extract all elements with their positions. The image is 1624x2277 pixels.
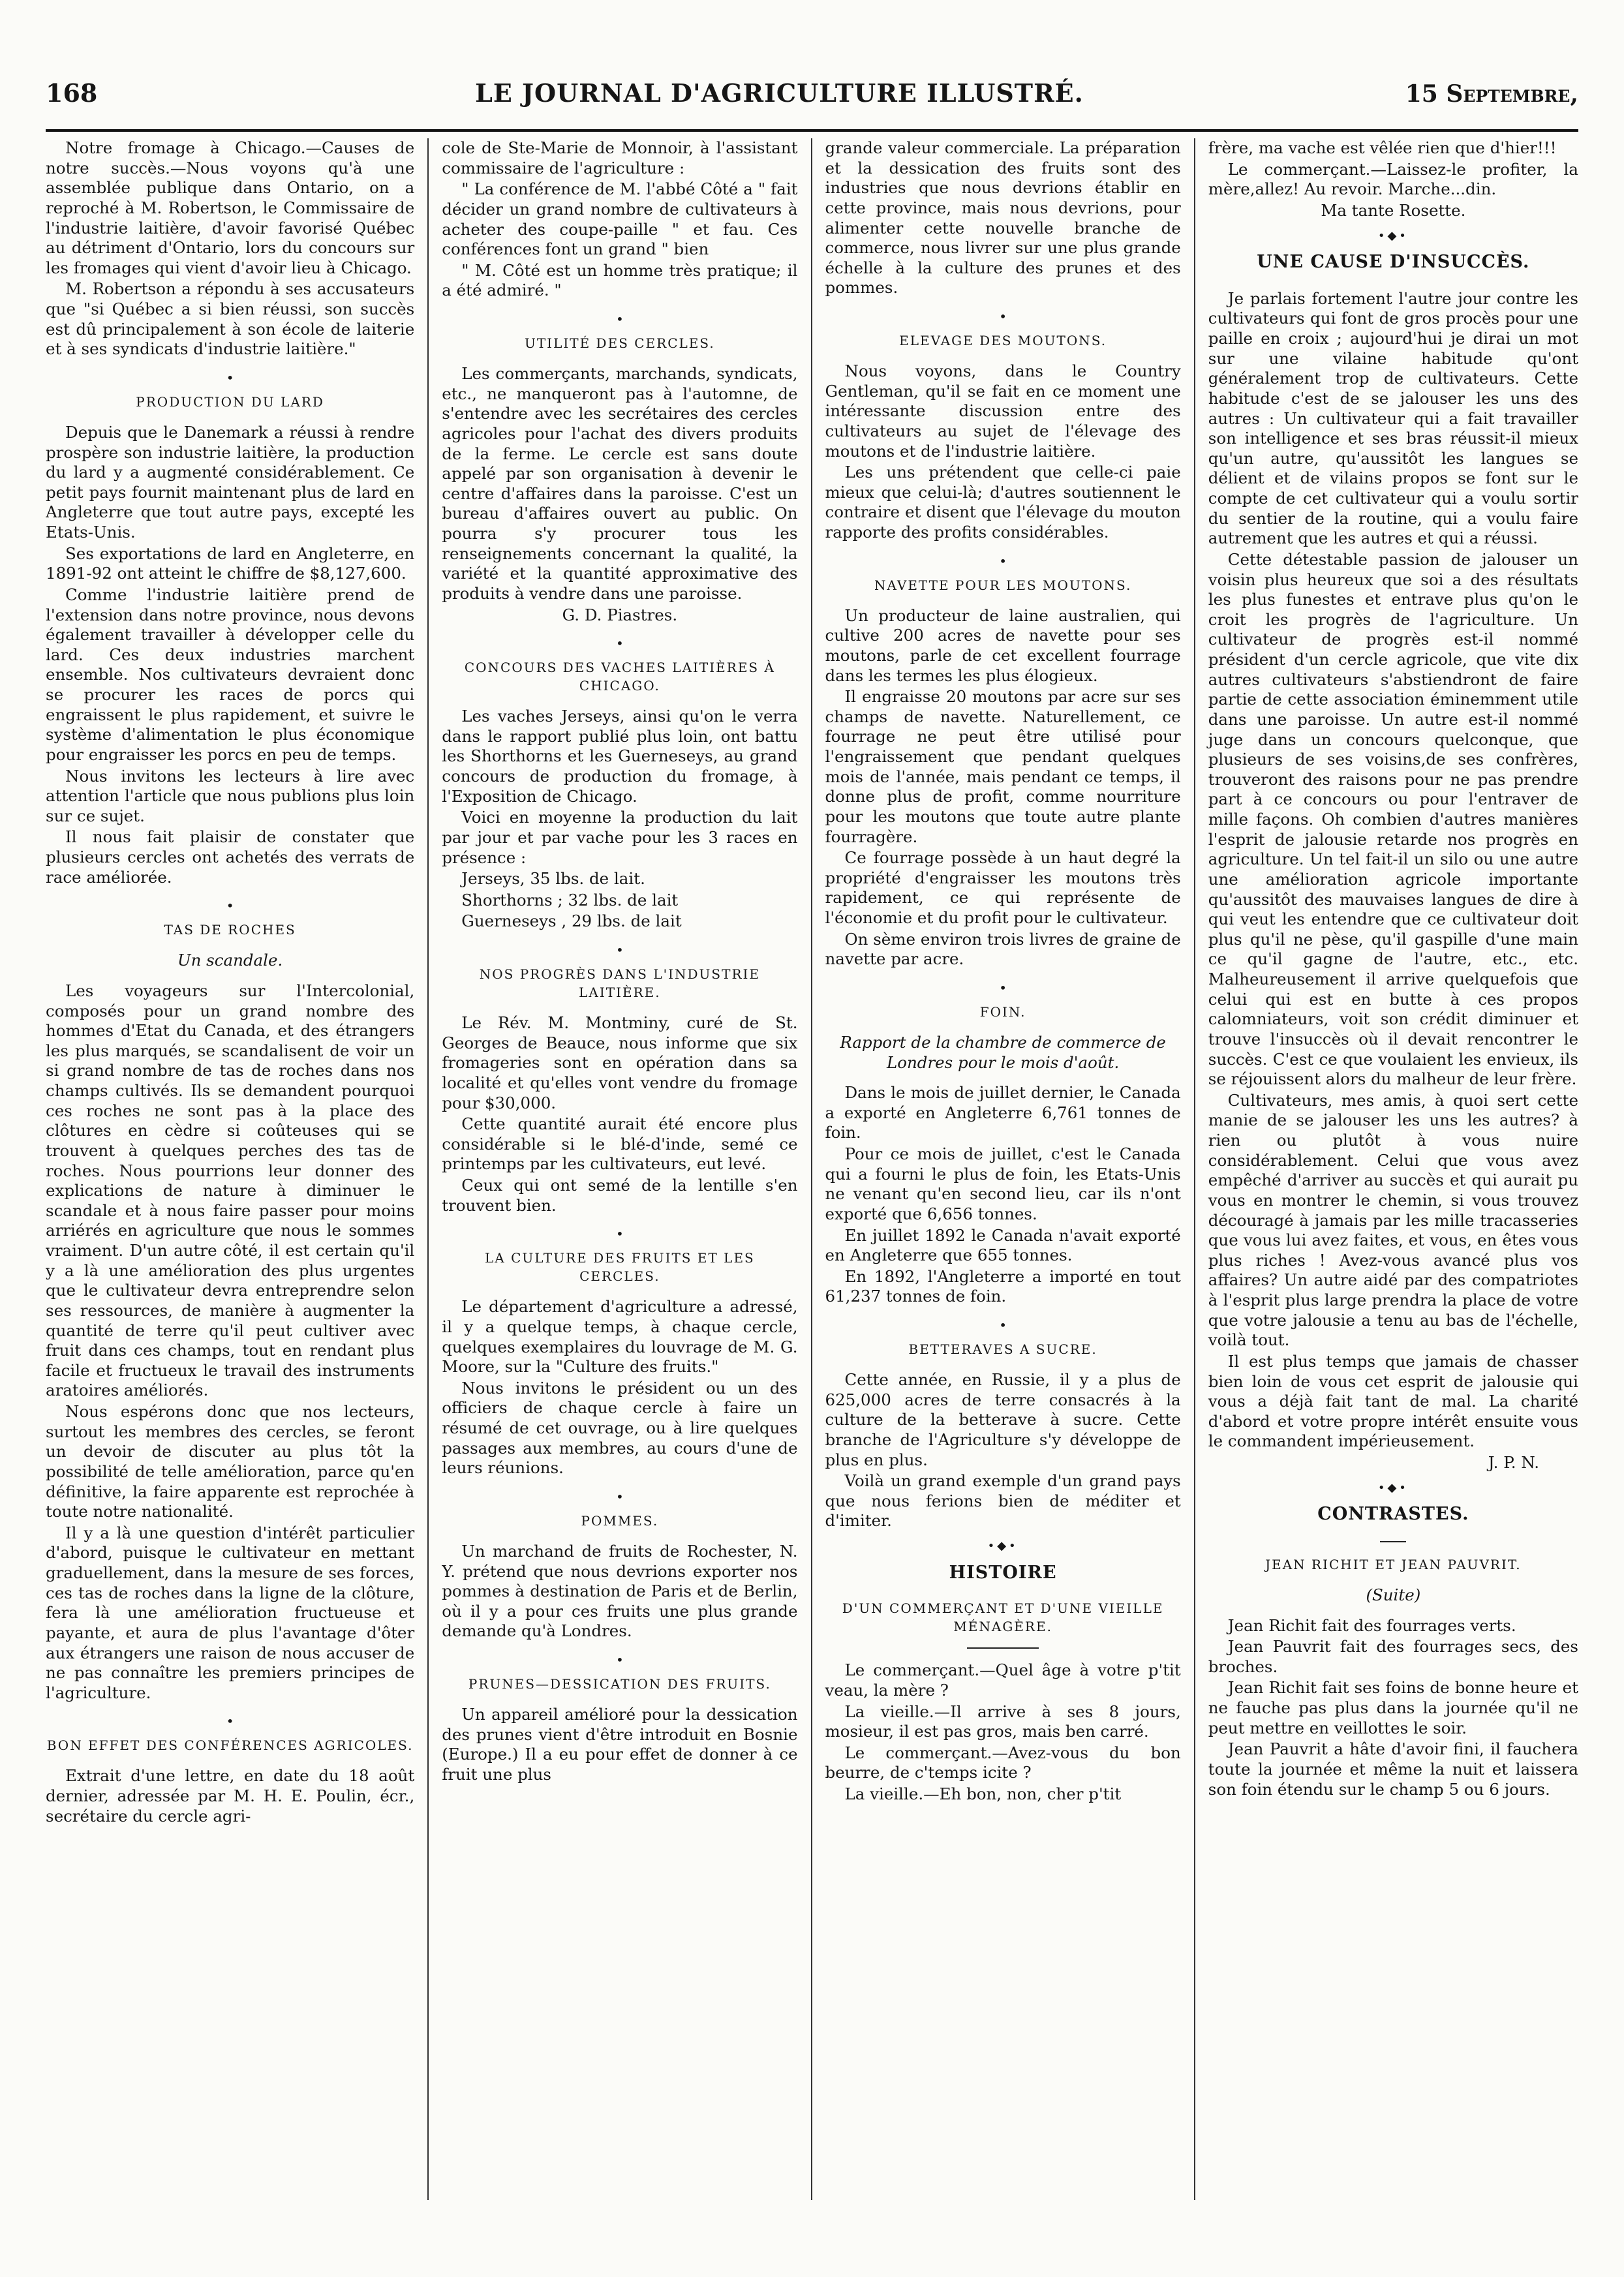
article-text: Ses exportations de lard en Angleterre, en 1891-92 ont atteint le chiffre de $8,127,600. (46, 543, 415, 583)
article-text: Le Rév. M. Montminy, curé de St. Georges de Beauce, nous informe que six fromageries sont en opération dans sa localité et qu'elles vont vendre du fromage pour $30,000. (442, 1013, 798, 1112)
section-ornament: • (999, 553, 1007, 569)
section-heading: CONCOURS DES VACHES LAITIÈRES À CHICAGO. (464, 660, 775, 694)
article-text: Cette quantité aurait été encore plus considérable si le blé-d'inde, semé ce printemps par les cultivateurs, eut levé. (442, 1114, 798, 1174)
section-heading: FOIN. (979, 1003, 1026, 1020)
dialogue-line: La vieille.—Il arrive à ses 8 jours, mosieur, il est pas gros, mais ben carré. (825, 1702, 1181, 1741)
article-text: Cette détestable passion de jalouser un voisin plus heureux que soi a des résultats les plus funestes et entrave plus qu'on le croit les progrès de l'agriculture. Un cultivateur de progrès est-il nommé président d'un cercle agricole, que vite dix autres cultivateurs s'abstiendront de faire partie de cette association éminemment utile dans une paroisse. Un autre est-il nommé juge dans un concours quelconque, que plusieurs de ses voisins,de ses confrères, trouveront des raisons pour ne pas prendre part à ce concours ou pour l'entraver de mille façons. Oh combien d'autres manières l'esprit de jalousie retarde nos progrès en agriculture. Un tel fait-il un silo ou une autre une amélioration agricole importante qu'aussitôt des mauvaises langues de dire à qui veut les entendre que ce cultivateur doit plus qu'il ne pèse, qu'il gaspille d'une main ce qu'il gagne de l'autre, etc., etc. Malheureusement il arrive quelquefois que celui qui est en butte à ces propos calomniateurs, voit son crédit diminuer et trouve l'insuccès où il devait rencontrer le succès. C'est ce que voulaient les envieux, ils se réjouissent alors du malheur de leur frère. (1208, 549, 1578, 1089)
section-heading: CONTRASTES. (1317, 1504, 1469, 1525)
article-text: Comme l'industrie laitière prend de l'extension dans notre province, nous devons également travailler à développer celle du lard. Ces deux industries marchent ensemble. Nos cultivateurs devraient donc se procurer les races de porcs qui engraissent le plus rapidement, et suivre le système d'alimentation le plus économique pour engraisser les porcs en peu de temps. (46, 585, 415, 764)
header-rule (46, 129, 1578, 132)
dialogue-line: La vieille.—Eh bon, non, cher p'tit (844, 1784, 1122, 1803)
column-2 (429, 138, 812, 2200)
column-4 (1195, 138, 1578, 2200)
article-text: Cette année, en Russie, il y a plus de 625,000 acres de terre consacrés à la culture de la betterave à sucre. Cette branche de l'Agriculture s'y développe de plus en plus. (825, 1370, 1181, 1469)
article-text: On sème environ trois livres de graine de navette par acre. (825, 929, 1181, 969)
article-text: Il est plus temps que jamais de chasser bien loin de vous cet esprit de jalousie qui vous a déjà fait tant de mal. La charité d'abord et votre propre intérêt ensuite vous le commandent impérieusement. (1208, 1351, 1578, 1451)
section-ornament: •◆• (1377, 1480, 1409, 1495)
column-1 (46, 138, 429, 2200)
list-item: Jerseys, 35 lbs. de lait. (461, 869, 645, 889)
dialogue-line: Le commerçant.—Quel âge à votre p'tit veau, la mère ? (825, 1660, 1181, 1700)
article-text: Il nous fait plaisir de constater que plusieurs cercles ont achetés des verrats de race améliorée. (46, 827, 415, 887)
section-ornament: • (999, 309, 1007, 324)
article-text: Les uns prétendent que celle-ci paie mieux que celui-là; d'autres soutiennent le contraire et disent que l'élevage du mouton rapporte des profits considérables. (825, 463, 1181, 542)
columns (46, 138, 1578, 2200)
article-text: Jean Pauvrit fait des fourrages secs, des broches. (1208, 1637, 1578, 1676)
section-ornament: • (226, 369, 234, 386)
article-text: Nous voyons, dans le Country Gentleman, qu'il se fait en ce moment une intéressante discussion entre des cultivateurs au sujet de l'élevage des moutons et de l'industrie laitière. (825, 361, 1181, 461)
article-text: " La conférence de M. l'abbé Côté a " fait décider un grand nombre de cultivateurs à acheter des coupe-paille " et fau. Ces conférences font un grand " bien (442, 179, 798, 259)
section-ornament: • (615, 1488, 624, 1505)
article-text: Le département d'agriculture a adressé, il y a quelque temps, à chaque cercle, quelques exemplaires du louvrage de M. G. Moore, sur la "Culture des fruits." (442, 1297, 798, 1377)
section-subheading: Un scandale. (177, 951, 283, 970)
article-text: cole de Ste-Marie de Monnoir, à l'assistant commissaire de l'agriculture : (442, 138, 798, 177)
article-text: Dans le mois de juillet dernier, le Canada a exporté en Angleterre 6,761 tonnes de foin. (825, 1083, 1181, 1142)
dialogue-line: Le commerçant.—Avez-vous du bon beurre, de c'temps icite ? (825, 1743, 1181, 1782)
section-heading: LA CULTURE DES FRUITS ET LES CERCLES. (484, 1250, 755, 1285)
issue-date: 15 Septembre, (1405, 80, 1578, 108)
section-heading: POMMES. (581, 1512, 659, 1529)
list-item: Guerneseys , 29 lbs. de lait (461, 911, 682, 931)
section-ornament: • (226, 898, 234, 914)
article-text: Pour ce mois de juillet, c'est le Canada qui a fourni le plus de foin, les Etats-Unis ne venant qu'en second lieu, car ils n'ont exporté que 6,656 tonnes. (825, 1144, 1181, 1223)
section-ornament: • (615, 635, 624, 652)
article-text: Nous invitons les lecteurs à lire avec attention l'article que nous publions plus loin sur ce sujet. (46, 766, 415, 825)
section-heading: NOS PROGRÈS DANS L'INDUSTRIE LAITIÈRE. (479, 966, 761, 1000)
section-divider (967, 1647, 1039, 1649)
section-heading: UTILITÉ DES CERCLES. (524, 335, 715, 351)
section-ornament: • (615, 942, 624, 958)
section-ornament: •◆• (987, 1539, 1019, 1553)
article-text: Les vaches Jerseys, ainsi qu'on le verra dans le rapport publié plus loin, ont battu les Shorthorns et les Guerneseys, au grand concours de production du fromage, à l'Exposition de Chicago. (442, 707, 798, 806)
article-text: Voici en moyenne la production du lait par jour et par vache pour les 3 races en présence : (442, 808, 798, 867)
section-heading: BON EFFET DES CONFÉRENCES AGRICOLES. (46, 1737, 414, 1754)
dialogue-line: frère, ma vache est vêlée rien que d'hier!!! (1208, 138, 1557, 157)
section-heading: NAVETTE POUR LES MOUTONS. (874, 577, 1132, 593)
article-text: " M. Côté est un homme très pratique; il a été admiré. " (442, 260, 798, 300)
page-number: 168 (46, 78, 98, 108)
section-ornament: • (226, 1713, 234, 1730)
article-text: En juillet 1892 le Canada n'avait exporté en Angleterre que 655 tonnes. (825, 1225, 1181, 1265)
section-ornament: • (999, 979, 1007, 996)
section-heading: PRUNES—DESSICATION DES FRUITS. (468, 1676, 771, 1692)
section-ornament: • (999, 1317, 1007, 1333)
column-3 (812, 138, 1195, 2200)
article-text: Extrait d'une lettre, en date du 18 août dernier, adressée par M. H. E. Poulin, écr., secrétaire du cercle agri- (46, 1766, 415, 1826)
signature: Ma tante Rosette. (1321, 200, 1466, 220)
section-heading: BETTERAVES A SUCRE. (908, 1341, 1097, 1357)
article-text: Les commerçants, marchands, syndicats, etc., ne manqueront pas à l'automne, de s'entendre avec les secrétaires des cercles agricoles pour l'achat des divers produits de la ferme. Le cercle est sans doute appelé par son organisation à devenir le centre d'affaires dans la paroisse. C'est un bureau d'affaires ouvert au public. On pourra s'y procurer tous les renseignements concernant la qualité, la variété et la quantité approximative des produits à vendre dans une paroisse. (442, 364, 798, 603)
article-text: Nous invitons le président ou un des officiers de chaque cercle à faire un résumé de cet ouvrage, ou à lire quelques passages aux membres, au cours d'une de leurs réunions. (442, 1378, 798, 1478)
article-text: Un marchand de fruits de Rochester, N. Y. prétend que nous devrions exporter nos pommes à destination de Paris et de Berlin, où il y a pour ces fruits une plus grande demande qu'à Londres. (442, 1541, 798, 1641)
article-text: Ce fourrage possède à un haut degré la propriété d'engraisser les moutons très rapidement, ce qui représente de l'économie et du profit pour le cultivateur. (825, 848, 1181, 927)
section-heading: ELEVAGE DES MOUTONS. (899, 333, 1107, 348)
article-text: Notre fromage à Chicago.—Causes de notre succès.—Nous voyons qu'à une assemblée publique dans Ontario, on a reproché à M. Robertson, le Commissaire de l'industrie laitière, d'avoir favorisé Québec au détriment d'Ontario, lors du concours sur les fromages qui vient d'avoir lieu à Chicago. (46, 138, 415, 277)
masthead-title: LE JOURNAL D'AGRICULTURE ILLUSTRÉ. (475, 78, 1084, 108)
signature: J. P. N. (1488, 1453, 1539, 1472)
article-text: Un producteur de laine australien, qui cultive 200 acres de navette pour ses moutons, parle de cet excellent fourrage dans les termes les plus élogieux. (825, 605, 1181, 685)
section-heading: PRODUCTION DU LARD (136, 393, 324, 410)
article-text: Depuis que le Danemark a réussi à rendre prospère son industrie laitière, la production du lard y a augmenté considérablement. Ce petit pays fournit maintenant plus de lard en Angleterre que tout autre pays, excepté les Etats-Unis. (46, 422, 415, 542)
article-text: Nous espérons donc que nos lecteurs, surtout les membres des cercles, se feront un devoir de discuter au plus tôt la possibilité de telle amélioration, parce qu'en définitive, la faire apparente est reprochée à toute notre nationalité. (46, 1402, 415, 1521)
article-text: Jean Richit fait des fourrages verts. (1227, 1615, 1516, 1635)
section-ornament: •◆• (1377, 228, 1409, 243)
article-text: Les voyageurs sur l'Intercolonial, composés pour un grand nombre des hommes d'Etat du Canada, et des étrangers les plus marqués, se scandalisent de voir un si grand nombre de tas de roches dans nos champs cultivés. Ils se demandent pourquoi ces roches ne sont pas à la place des clôtures en cèdre si coûteuses qui se trouvent à quelques perches des tas de roches. Nous pourrions leur donner des explications de nature à diminuer le scandale et à nous faire passer pour moins arriérés en agriculture que nous le sommes vraiment. D'un autre côté, il est certain qu'il y a là une amélioration des plus urgentes que le cultivateur devra entreprendre selon ses ressources, de manière à augmenter la quantité de terre qu'il peut cultiver avec fruit dans ces champs, tout en rendant plus facile et fructueux le travail des instruments aratoires améliorés. (46, 981, 415, 1400)
section-heading: TAS DE ROCHES (164, 922, 296, 938)
section-subheading: JEAN RICHIT ET JEAN PAUVRIT. (1265, 1556, 1522, 1572)
section-divider (1380, 1541, 1406, 1542)
article-text: En 1892, l'Angleterre a importé en tout 61,237 tonnes de foin. (825, 1266, 1181, 1306)
article-text: M. Robertson a répondu à ses accusateurs que "si Québec a si bien réussi, son succès est dû principalement à son école de laiterie et à ses syndicats d'industrie laitière." (46, 279, 415, 359)
page-header (46, 78, 1578, 117)
article-text: grande valeur commerciale. La préparation et la dessication des fruits sont des industries que nous devrions établir en cette province, mais nous devrions, pour alimenter cette nouvelle branche de commerce, nous livrer sur une plus grande échelle à la culture des prunes et des pommes. (825, 138, 1181, 298)
list-item: Shorthorns ; 32 lbs. de lait (461, 890, 679, 909)
article-text: Jean Richit fait ses foins de bonne heure et ne fauche pas plus dans la journée qu'il ne peut mettre en veillottes le soir. (1208, 1678, 1578, 1737)
article-text: Jean Pauvrit a hâte d'avoir fini, il fauchera toute la journée et même la nuit et laissera son foin étendu sur le champ 5 ou 6 jours. (1208, 1739, 1578, 1799)
section-heading: UNE CAUSE D'INSUCCÈS. (1257, 252, 1530, 272)
section-subheading: D'UN COMMERÇANT ET D'UNE VIEILLE MÉNAGÈRE. (842, 1600, 1164, 1635)
article-text: Cultivateurs, mes amis, à quoi sert cette manie de se jalouser les uns les autres? à rien ou plutôt à vous nuire considérablement. Celui que vous avez empêché d'arriver au succès et qui aurait pu vous en montrer le chemin, si vous trouvez découragé à jamais par les mille tracasseries que vous lui avez faites, et vous, en êtes vous plus riches ! Avez-vous avancé plus vos affaires? Un autre aidé par des compatriotes à l'esprit plus large prendra la place de votre que votre jalousie a tenu au bas de l'échelle, voilà tout. (1208, 1090, 1578, 1350)
section-ornament: • (615, 311, 624, 327)
section-ornament: • (615, 1226, 624, 1242)
article-text: Voilà un grand exemple d'un grand pays que nous ferions bien de méditer et d'imiter. (825, 1471, 1181, 1531)
signature: G. D. Piastres. (562, 605, 678, 624)
section-subheading: Rapport de la chambre de commerce de Londres pour le mois d'août. (840, 1032, 1166, 1072)
article-text: Ceux qui ont semé de la lentille s'en trouvent bien. (442, 1176, 798, 1215)
article-text: Un appareil amélioré pour la dessication des prunes vient d'être introduit en Bosnie (Europe.) Il a eu pour effet de donner à ce fruit une plus (442, 1705, 798, 1784)
article-text: Je parlais fortement l'autre jour contre les cultivateurs qui font de gros procès pour une paille en croix ; aujourd'hui je dirai un mot sur une vilaine habitude qu'ont généralement trop de cultivateurs. Cette habitude c'est de se jalouser les uns des autres : Un cultivateur qui a fait travailler son intelligence et ses bras réussit-il mieux qu'un autre, qu'aussitôt les langues se délient et de vilains propos se font sur le compte de cet cultivateur qui a voulu sortir du sentier de la routine, qui a voulu faire autrement que les autres et qui a réussi. (1208, 288, 1578, 548)
article-text: Il y a là une question d'intérêt particulier d'abord, puisque le cultivateur en mettant graduellement, dans la mesure de ses forces, ces tas de roches dans la ligne de la clôture, fera là une amélioration fructueuse et payante, et aura de plus l'avantage d'ôter aux étrangers une raison de nous accuser de ne pas connaître les premiers principes de l'agriculture. (46, 1523, 415, 1702)
section-heading: HISTOIRE (949, 1562, 1057, 1583)
dialogue-line: Le commerçant.—Laissez-le profiter, la mère,allez! Au revoir. Marche...din. (1208, 159, 1578, 199)
section-ornament: • (615, 1652, 624, 1668)
article-text: Il engraisse 20 moutons par acre sur ses champs de navette. Naturellement, ce fourrage ne peut être utilisé pour l'engraissement que pendant quelques mois de l'année, mais pendant ce temps, il donne plus de profit, comme nourriture pour les moutons que toute autre plante fourragère. (825, 687, 1181, 846)
section-subheading: (Suite) (1366, 1585, 1421, 1604)
